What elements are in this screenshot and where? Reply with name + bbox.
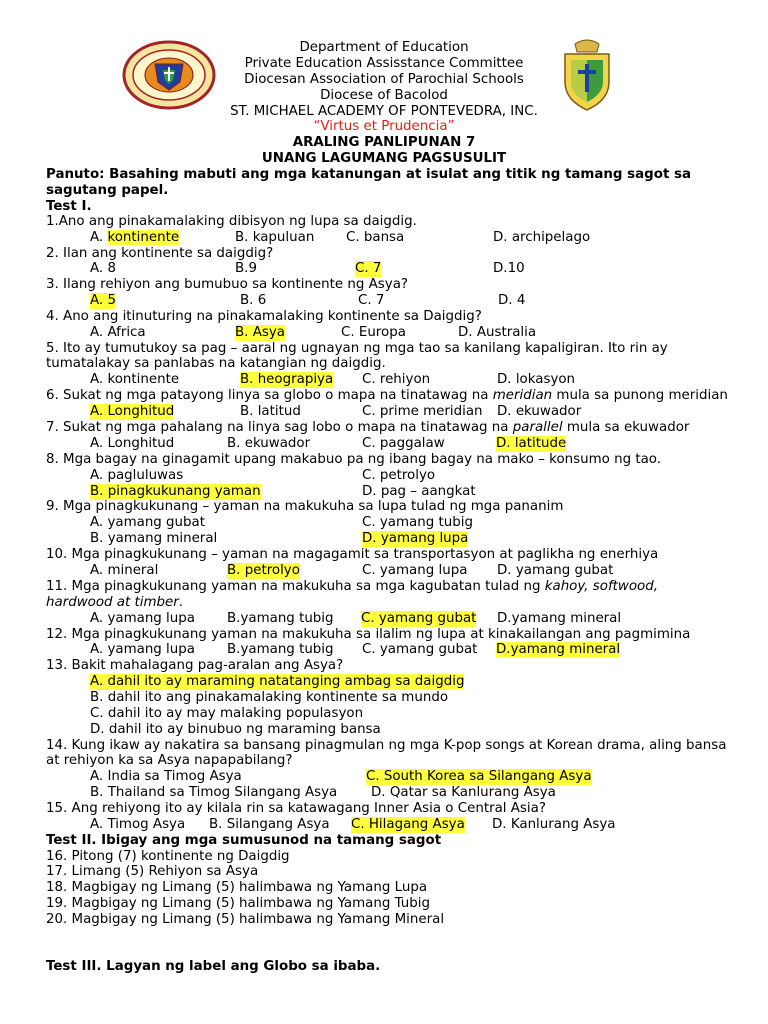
q5-option-a: A. kontinente xyxy=(90,372,180,387)
header-subject: ARALING PANLIPUNAN 7 xyxy=(292,135,476,150)
question-13: 13. Bakit mahalagang pag-aralan ang Asya? xyxy=(46,658,344,673)
test2-item-20: 20. Magbigay ng Limang (5) halimbawa ng Yamang Mineral xyxy=(46,912,445,927)
q1-option-b: B. kapuluan xyxy=(235,230,315,245)
q5-option-b: B. heograpiya xyxy=(240,372,334,387)
q10-option-a: A. mineral xyxy=(90,563,159,578)
question-3: 3. Ilang rehiyon ang bumubuo sa kontinente ng Asya? xyxy=(46,277,409,292)
q12-option-d: D.yamang mineral xyxy=(496,642,621,657)
header-diocese: Diocese of Bacolod xyxy=(320,88,448,103)
q11-option-d: D.yamang mineral xyxy=(497,611,622,626)
q8-option-b: B. pinagkukunang yaman xyxy=(90,484,261,499)
q12-option-c: C. yamang gubat xyxy=(362,642,478,657)
q7-option-a: A. Longhitud xyxy=(90,436,175,451)
q15-option-c: C. Hilagang Asya xyxy=(351,817,465,832)
q4-option-b: B. Asya xyxy=(235,325,285,340)
header-daps: Diocesan Association of Parochial Schools xyxy=(244,72,524,87)
q11-option-b: B.yamang tubig xyxy=(227,611,334,626)
q10-option-d: D. yamang gubat xyxy=(497,563,614,578)
header-school: ST. MICHAEL ACADEMY OF PONTEVEDRA, INC. xyxy=(230,104,538,119)
question-5-line-2: tumatalakay sa panlabas na katangian ng daigdig. xyxy=(46,356,386,371)
q3-option-a: A. 5 xyxy=(90,293,116,308)
q1-option-c: C. bansa xyxy=(346,230,405,245)
q13-option-b: B. dahil ito ang pinakamalaking kontinente sa mundo xyxy=(90,690,449,705)
q7-option-d: D. latitude xyxy=(496,436,567,451)
q11-option-a: A. yamang lupa xyxy=(90,611,195,626)
test2-title: Test II. Ibigay ang mga sumusunod na tamang sagot xyxy=(46,833,442,848)
q7-option-b: B. ekuwador xyxy=(227,436,311,451)
question-11-line-2: hardwood at timber. xyxy=(46,595,184,610)
question-5-line-1: 5. Ito ay tumutukoy sa pag – aaral ng ugnayan ng mga tao sa kanilang kapaligiran. Ito rin ay xyxy=(46,341,668,356)
q1-option-d: D. archipelago xyxy=(493,230,591,245)
q4-option-c: C. Europa xyxy=(341,325,406,340)
question-10: 10. Mga pinagkukunang – yaman na magagamit sa transportasyon at paglikha ng enerhiya xyxy=(46,547,659,562)
instructions-line-2: sagutang papel. xyxy=(46,183,169,198)
header-motto: “Virtus et Prudencia” xyxy=(313,119,455,134)
q2-option-c: C. 7 xyxy=(355,261,382,276)
q8-option-d: D. pag – aangkat xyxy=(362,484,476,499)
q13-option-d: D. dahil ito ay binubuo ng maraming bansa xyxy=(90,722,381,737)
test3-title: Test III. Lagyan ng label ang Globo sa ibaba. xyxy=(46,959,381,974)
q6-option-a: A. Longhitud xyxy=(90,404,175,419)
q12-option-a: A. yamang lupa xyxy=(90,642,195,657)
q8-option-c: C. petrolyo xyxy=(362,468,436,483)
q14-option-a: A. India sa Timog Asya xyxy=(90,769,242,784)
q2-option-a: A. 8 xyxy=(90,261,116,276)
q10-option-c: C. yamang lupa xyxy=(362,563,468,578)
q3-option-c: C. 7 xyxy=(358,293,385,308)
question-4: 4. Ano ang itinuturing na pinakamalaking kontinente sa Daigdig? xyxy=(46,309,482,324)
question-9: 9. Mga pinagkukunang – yaman na makukuha sa lupa tulad ng mga pananim xyxy=(46,499,564,514)
q14-option-d: D. Qatar sa Kanlurang Asya xyxy=(371,785,556,800)
q3-option-b: B. 6 xyxy=(240,293,267,308)
q6-option-d: D. ekuwador xyxy=(497,404,582,419)
q9-option-c: C. yamang tubig xyxy=(362,515,473,530)
q5-option-d: D. lokasyon xyxy=(497,372,576,387)
question-14-line-2: at rehiyon ka sa Asya napapabilang? xyxy=(46,753,293,768)
q2-option-b: B.9 xyxy=(235,261,257,276)
q4-option-a: A. Africa xyxy=(90,325,146,340)
question-6: 6. Sukat ng mga patayong linya sa globo o mapa na tinatawag na meridian mula sa punong meridian xyxy=(46,388,728,403)
q14-option-c: C. South Korea sa Silangang Asya xyxy=(366,769,592,784)
q4-option-d: D. Australia xyxy=(458,325,537,340)
instructions-line-1: Panuto: Basahing mabuti ang mga katanungan at isulat ang titik ng tamang sagot sa xyxy=(46,167,692,182)
q13-option-a: A. dahil ito ay maraming natatanging ambag sa daigdig xyxy=(90,674,465,689)
q5-option-c: C. rehiyon xyxy=(362,372,431,387)
question-1: 1.Ano ang pinakamalaking dibisyon ng lupa sa daigdig. xyxy=(46,214,417,229)
q15-option-a: A. Timog Asya xyxy=(90,817,186,832)
test2-item-17: 17. Limang (5) Rehiyon sa Asya xyxy=(46,864,259,879)
q15-option-b: B. Silangang Asya xyxy=(209,817,330,832)
q9-option-b: B. yamang mineral xyxy=(90,531,218,546)
question-12: 12. Mga pinagkukunang yaman na makukuha sa ilalim ng lupa at kinakailangan ang pagmimina xyxy=(46,627,691,642)
q10-option-b: B. petrolyo xyxy=(227,563,300,578)
q13-option-c: C. dahil ito ay may malaking populasyon xyxy=(90,706,364,721)
q15-option-d: D. Kanlurang Asya xyxy=(492,817,616,832)
q8-option-a: A. pagluluwas xyxy=(90,468,184,483)
q7-option-c: C. paggalaw xyxy=(362,436,445,451)
q6-option-b: B. latitud xyxy=(240,404,301,419)
q6-option-c: C. prime meridian xyxy=(362,404,483,419)
header-peac: Private Education Assisstance Committee xyxy=(244,56,524,71)
test1-title: Test I. xyxy=(46,199,92,214)
q3-option-d: D. 4 xyxy=(498,293,526,308)
header-department: Department of Education xyxy=(299,40,469,55)
q9-option-a: A. yamang gubat xyxy=(90,515,206,530)
question-2: 2. Ilan ang kontinente sa daigdig? xyxy=(46,246,274,261)
q11-option-c: C. yamang gubat xyxy=(361,611,477,626)
question-11-line-1: 11. Mga pinagkukunang yaman na makukuha sa mga kagubatan tulad ng kahoy, softwood, xyxy=(46,579,658,594)
test2-item-18: 18. Magbigay ng Limang (5) halimbawa ng Yamang Lupa xyxy=(46,880,428,895)
q1-option-a: A. kontinente xyxy=(90,230,180,245)
q2-option-d: D.10 xyxy=(493,261,525,276)
question-8: 8. Mga bagay na ginagamit upang makabuo pa ng ibang bagay na mako – konsumo ng tao. xyxy=(46,452,661,467)
question-15: 15. Ang rehiyong ito ay kilala rin sa katawagang Inner Asia o Central Asia? xyxy=(46,801,546,816)
question-14-line-1: 14. Kung ikaw ay nakatira sa bansang pinagmulan ng mga K-pop songs at Korean drama, aling bansa xyxy=(46,738,727,753)
header-exam: UNANG LAGUMANG PAGSUSULIT xyxy=(261,151,507,166)
test2-item-19: 19. Magbigay ng Limang (5) halimbawa ng Yamang Tubig xyxy=(46,896,430,911)
test2-item-16: 16. Pitong (7) kontinente ng Daigdig xyxy=(46,849,290,864)
q14-option-b: B. Thailand sa Timog Silangang Asya xyxy=(90,785,338,800)
question-7: 7. Sukat ng mga pahalang na linya sag lobo o mapa na tinatawag na parallel mula sa ekuwador xyxy=(46,420,690,435)
q1-answer-highlight: kontinente xyxy=(107,230,180,245)
q12-option-b: B.yamang tubig xyxy=(227,642,334,657)
q9-option-d: D. yamang lupa xyxy=(362,531,469,546)
